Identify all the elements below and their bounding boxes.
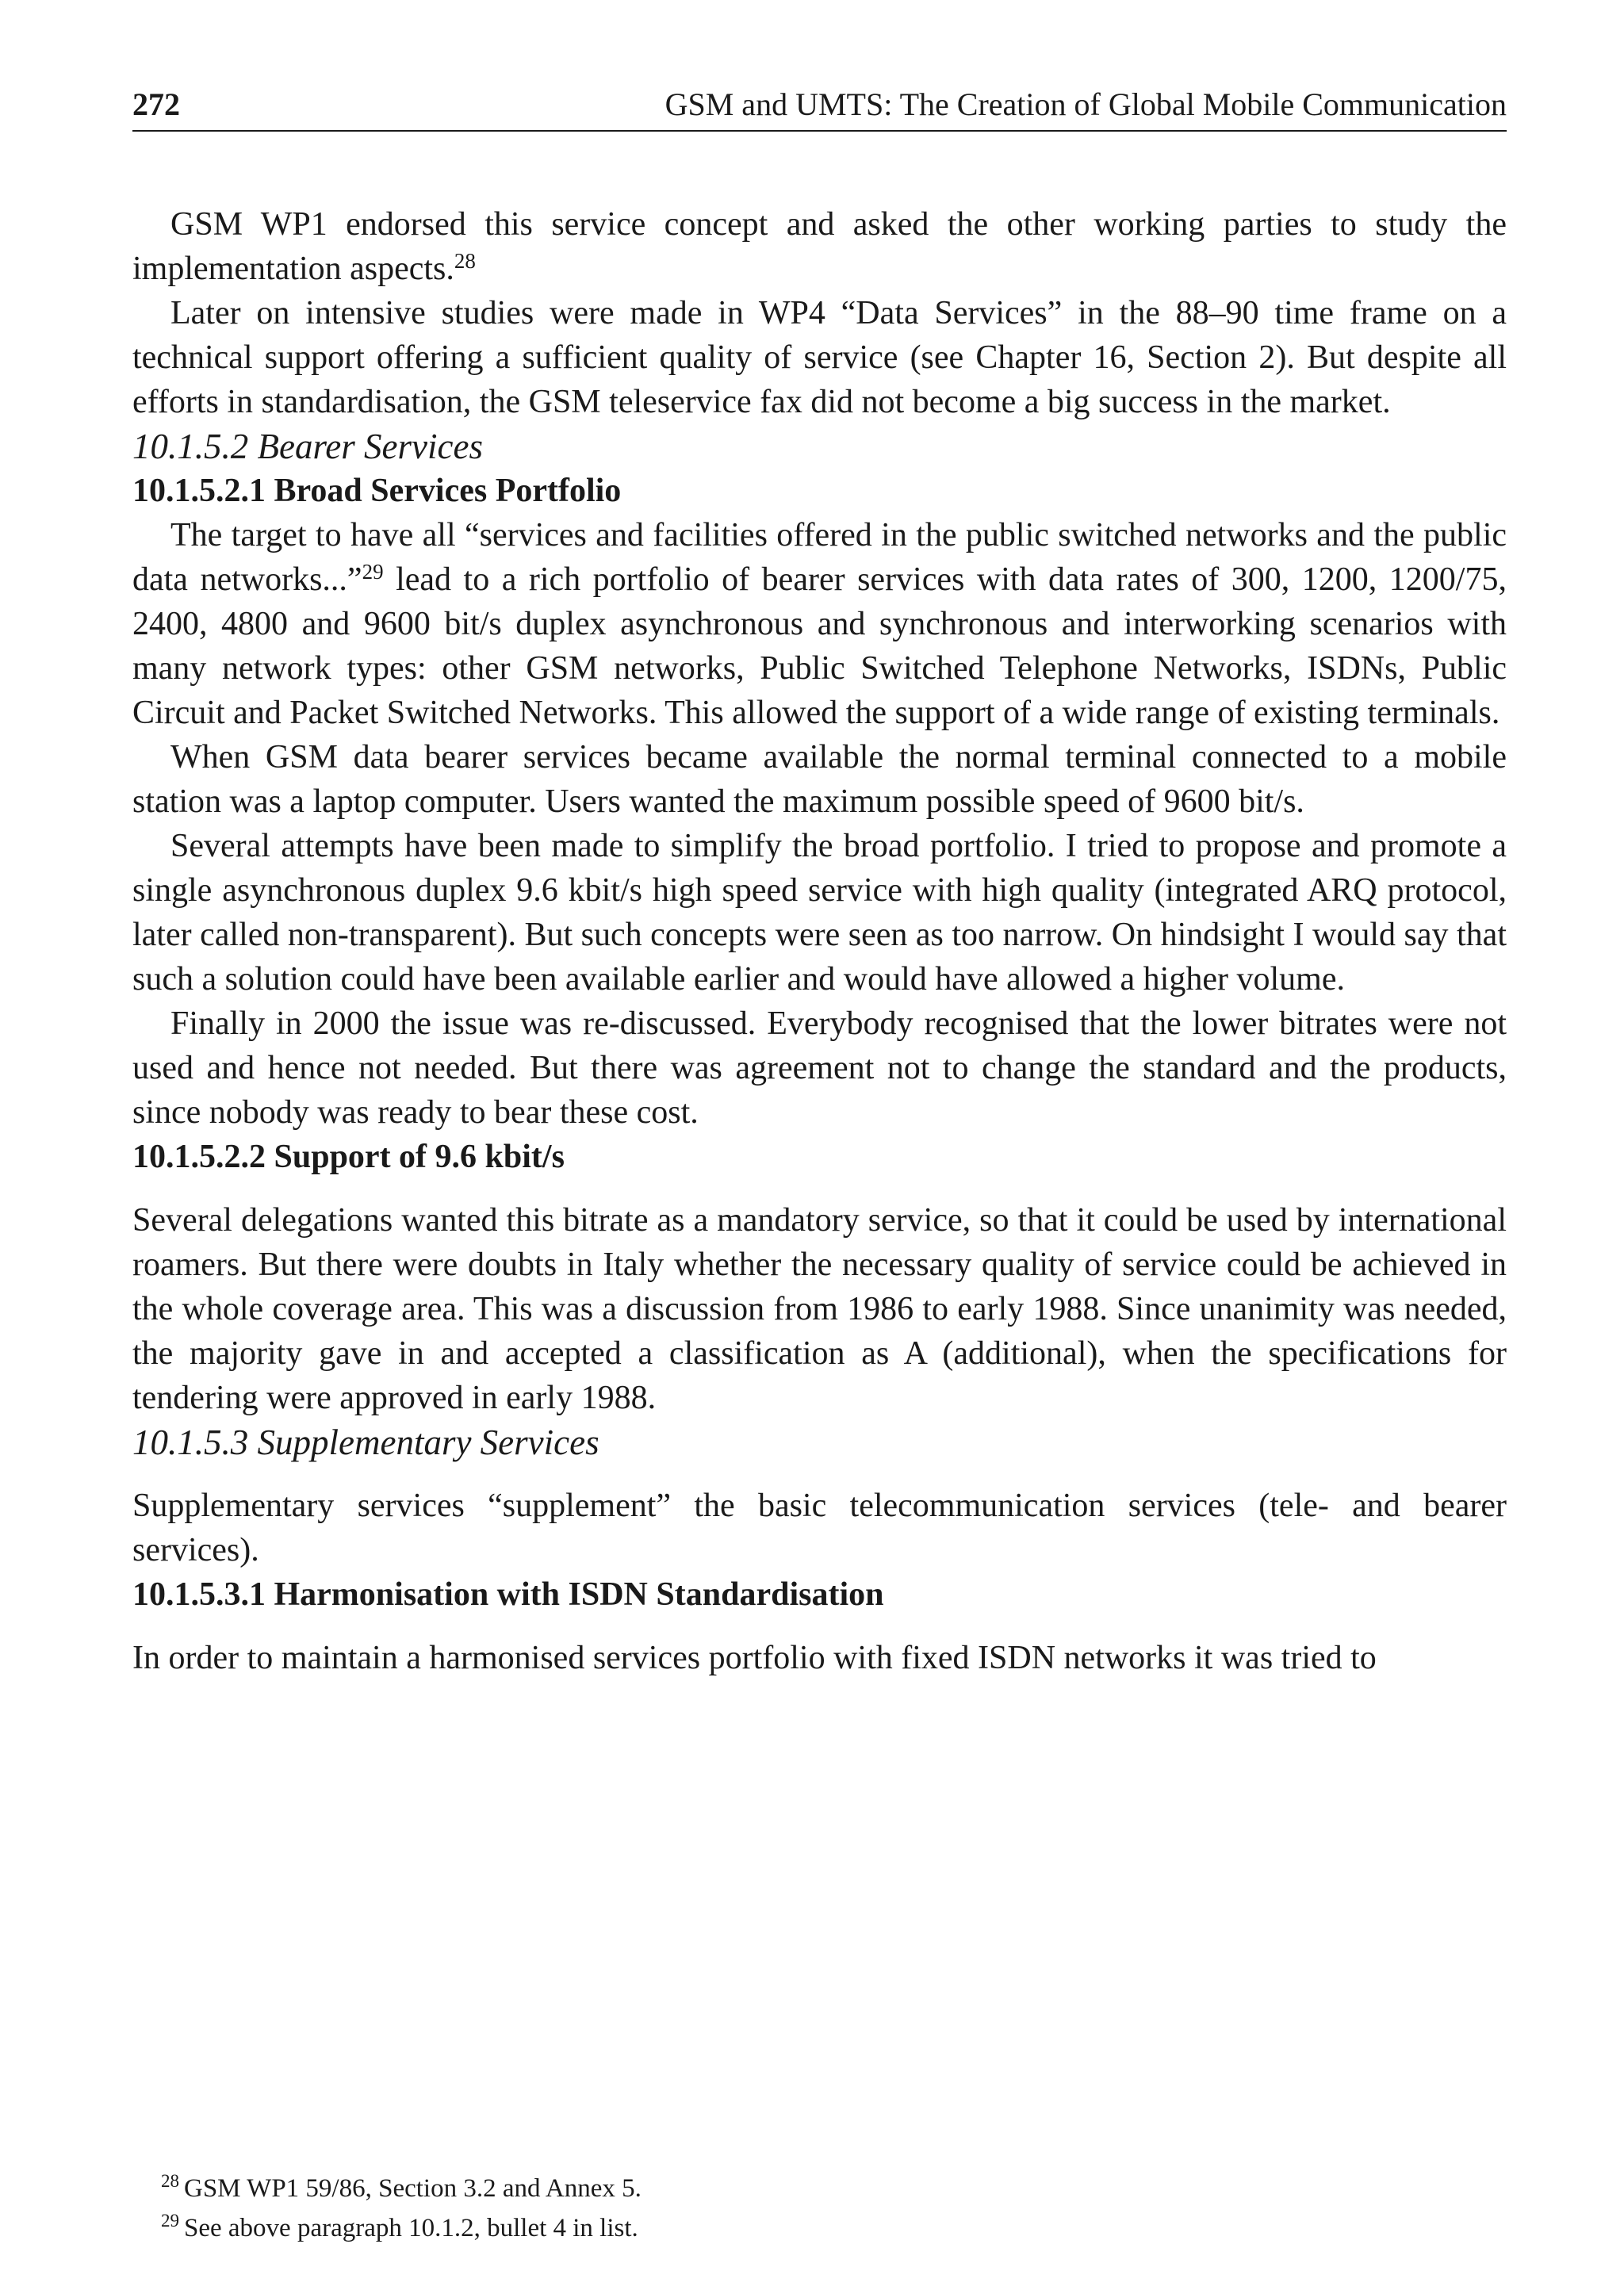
paragraph: Later on intensive studies were made in WP4 “Data Services” in the 88–90 time frame on a technical support offering a sufficient quality of service (see Chapter 16, Section 2). But despite all efforts in standardisation, the GSM teleservice fax did not become a big success in the market. xyxy=(132,295,1507,420)
footnote: $^{29}$ See above paragraph 10.1.2, bullet 4 in list. xyxy=(161,2211,638,2242)
footnote: $^{28}$ GSM WP1 59/86, Section 3.2 and Annex 5. xyxy=(161,2171,642,2203)
book-page xyxy=(132,0,1507,2290)
subsection-heading: 10.1.5.3.1 Harmonisation with ISDN Standardisation xyxy=(132,1576,884,1613)
paragraph: Several attempts have been made to simplify the broad portfolio. I tried to propose and promote a single asynchronous duplex 9.6 kbit/s high speed service with high quality (integrated ARQ protocol, later called non-transparent). But such concepts were seen as too narrow. On hindsight I would say that such a solution could have been available earlier and would have allowed a higher volume. xyxy=(132,828,1507,998)
paragraph: GSM WP1 endorsed this service concept and asked the other working parties to study the implementation aspects.$^{28}$ xyxy=(132,206,1507,287)
paragraph: When GSM data bearer services became available the normal terminal connected to a mobile station was a laptop computer. Users wanted the maximum possible speed of 9600 bit/s. xyxy=(132,739,1507,820)
section-heading: 10.1.5.3 Supplementary Services xyxy=(132,1423,599,1462)
section-heading: 10.1.5.2 Bearer Services xyxy=(132,427,483,466)
subsection-heading: 10.1.5.2.2 Support of 9.6 kbit/s xyxy=(132,1139,565,1175)
footnote-number: 28 xyxy=(161,2171,179,2191)
page-number: 272 xyxy=(132,86,180,122)
page-body xyxy=(132,202,1507,1680)
footnote-ref: 29 xyxy=(362,560,384,584)
running-head xyxy=(132,79,1507,132)
paragraph: The target to have all “services and facilities offered in the public switched networks and the public data networks...”$^{29}$ lead to a rich portfolio of bearer services with data rates of 300, 1200, 1200/75, 2400, 4800 and 9600 bit/s duplex asynchronous and synchronous and interworking scenarios with many network types: other GSM networks, Public Switched Telephone Networks, ISDNs, Public Circuit and Packet Switched Networks. This allowed the support of a wide range of existing terminals. xyxy=(132,517,1507,731)
book-title: GSM and UMTS: The Creation of Global Mobile Communication xyxy=(665,86,1507,122)
footnote-ref: 28 xyxy=(454,249,476,273)
subsection-heading: 10.1.5.2.1 Broad Services Portfolio xyxy=(132,473,622,509)
footnotes xyxy=(132,2169,1507,2248)
paragraph: Supplementary services “supplement” the basic telecommunication services (tele- and bearer services). xyxy=(132,1488,1507,1568)
paragraph: Several delegations wanted this bitrate as a mandatory service, so that it could be used by international roamers. But there were doubts in Italy whether the necessary quality of service could be achieved in the whole coverage area. This was a discussion from 1986 to early 1988. Since unanimity was needed, the majority gave in and accepted a classification as A (additional), when the specifications for tendering were approved in early 1988. xyxy=(132,1202,1507,1416)
footnote-number: 29 xyxy=(161,2211,179,2231)
paragraph: Finally in 2000 the issue was re-discussed. Everybody recognised that the lower bitrates were not used and hence not needed. But there was agreement not to change the standard and the products, since nobody was ready to bear these cost. xyxy=(132,1005,1507,1131)
paragraph: In order to maintain a harmonised services portfolio with fixed ISDN networks it was tried to xyxy=(132,1640,1377,1676)
